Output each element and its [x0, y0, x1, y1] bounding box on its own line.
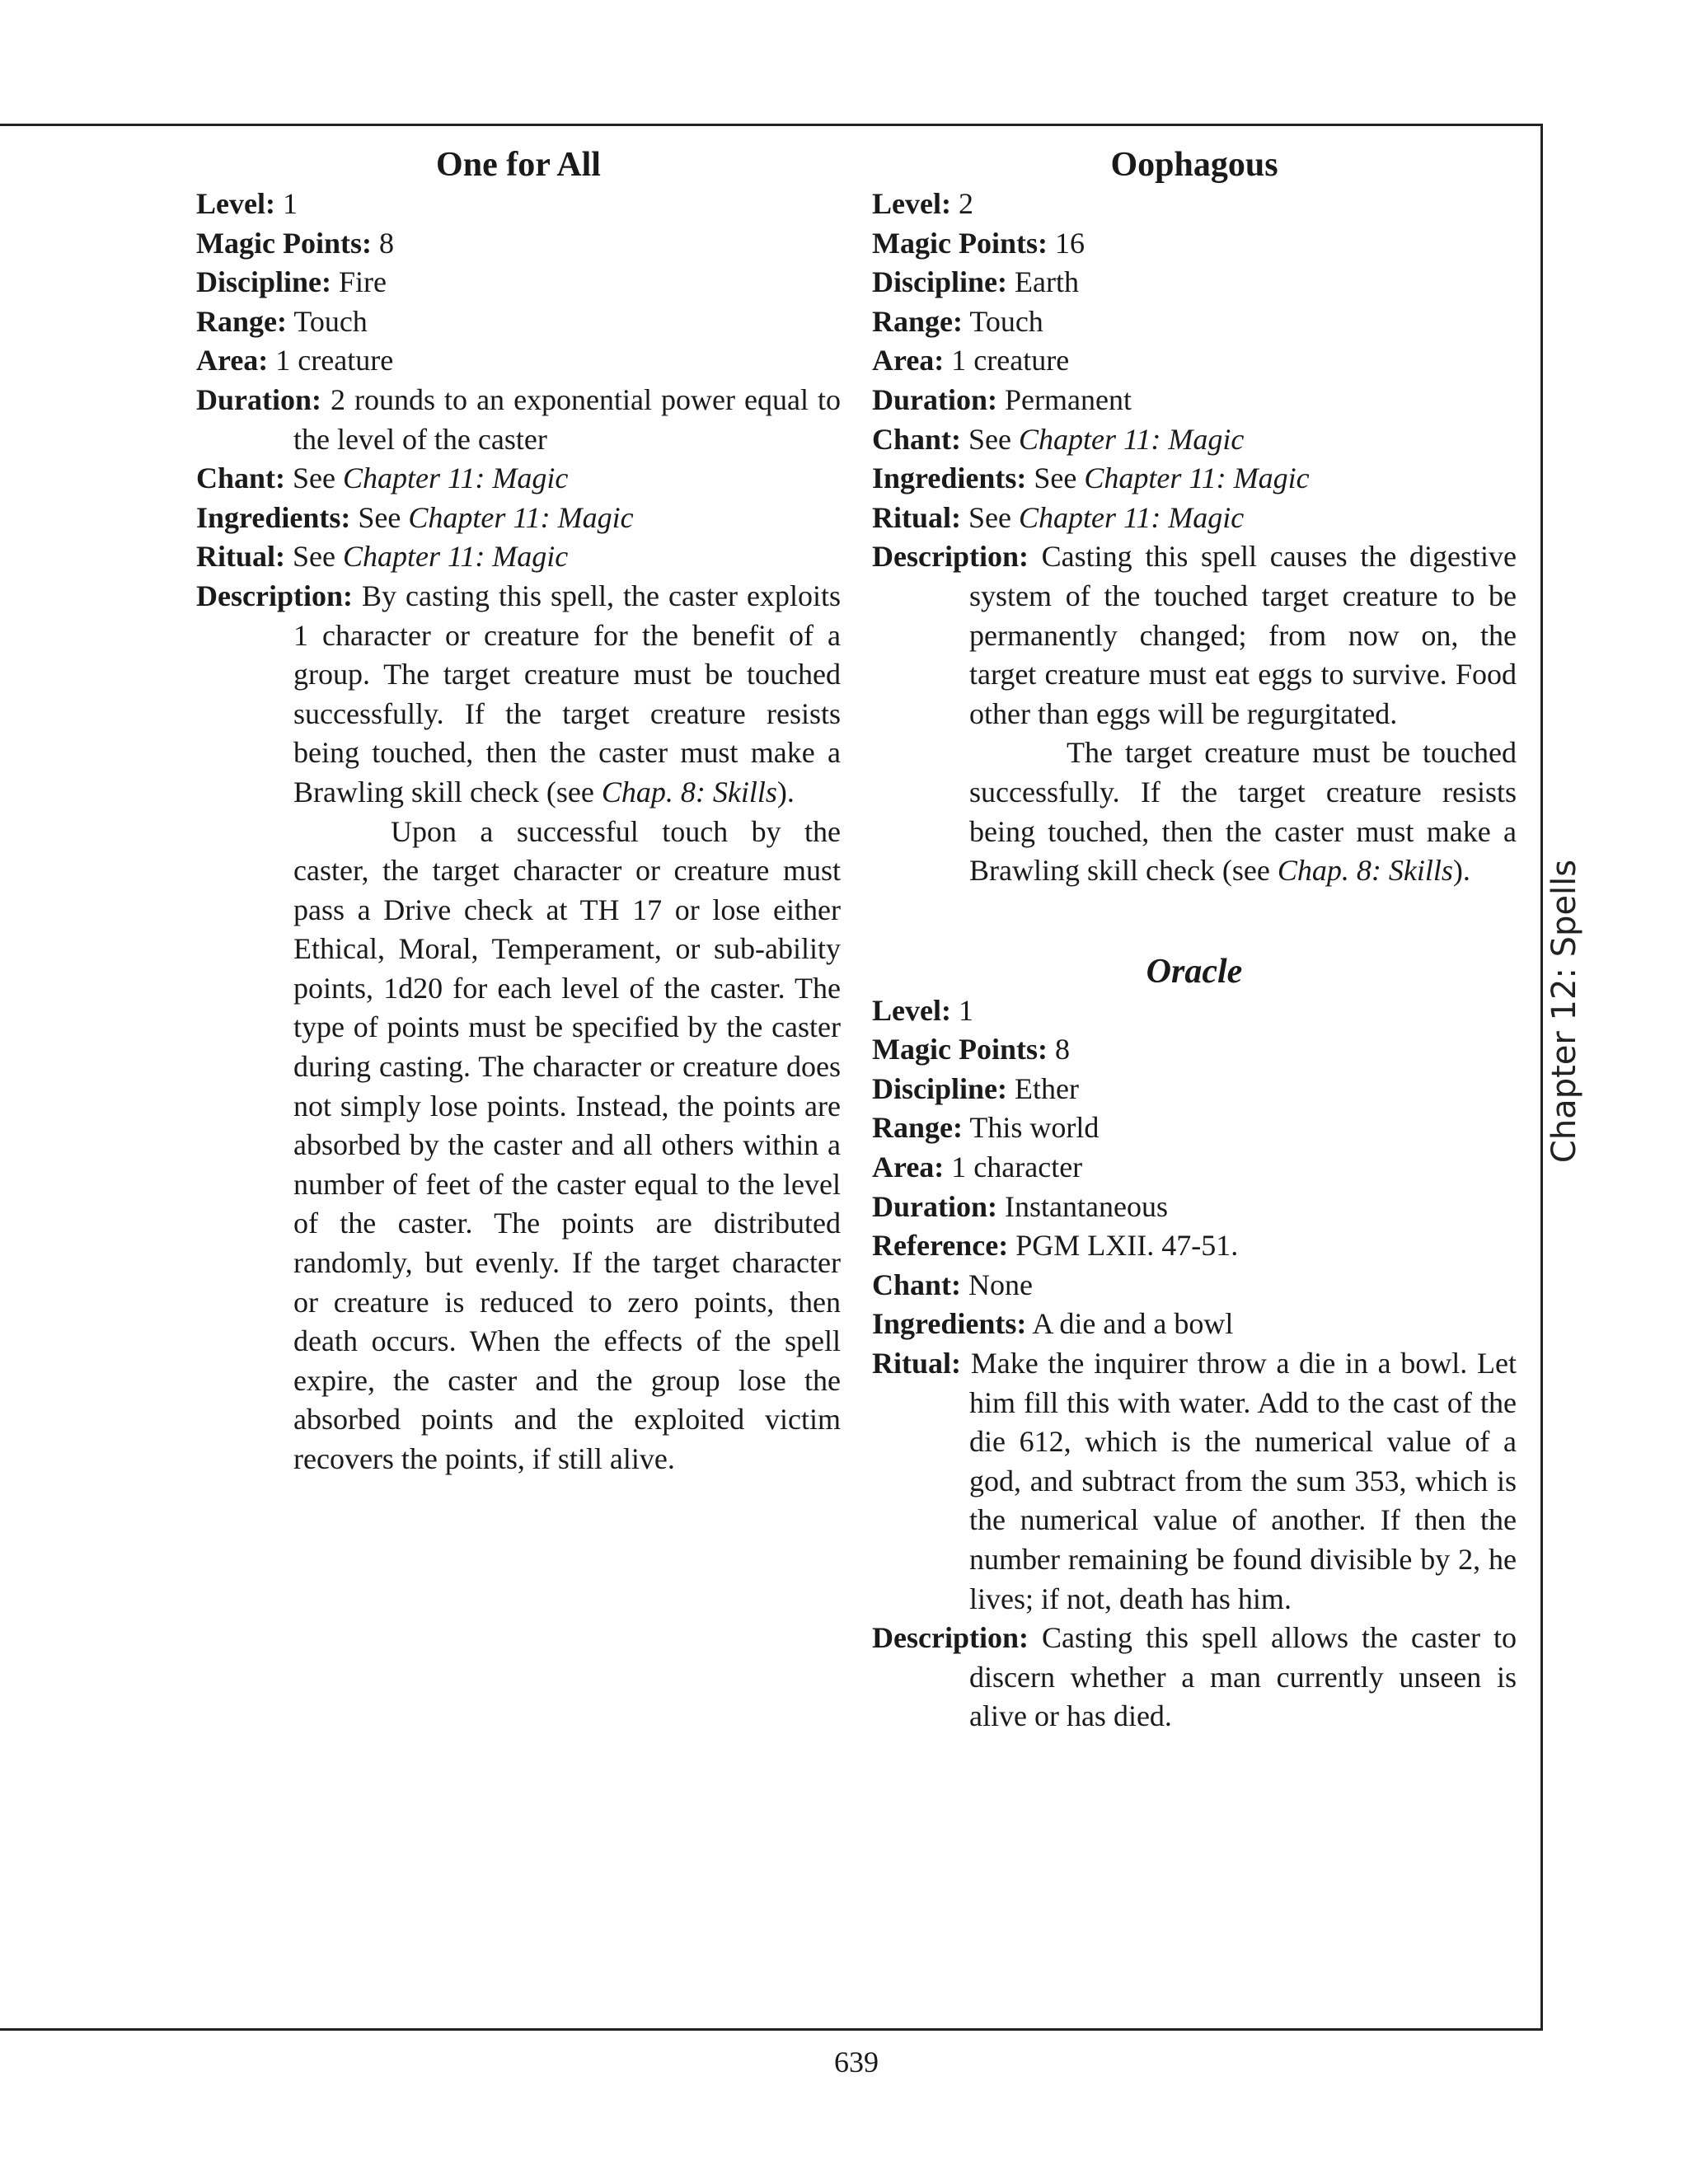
field-ingredients: Ingredients: A die and a bowl	[872, 1307, 1234, 1341]
field-ritual: Ritual: Make the inquirer throw a die in a bowl. Let him fill this with water. Add to the cast of the die 612, which is the numerical value of a god, and subtract from the sum 353, which is the numerical value of another. If then the number remaining be found divisible by 2, he lives; if not, death has him.	[872, 1347, 1517, 1615]
left-column	[196, 142, 841, 1479]
field-description: Description: Casting this spell allows the caster to discern whether a man currently unseen is alive or has died.	[872, 1621, 1517, 1733]
field-duration: Duration: 2 rounds to an exponential power equal to the level of the caster	[196, 382, 841, 456]
field-discipline: Discipline: Ether	[872, 1071, 1079, 1105]
field-discipline: Discipline: Earth	[872, 265, 1079, 299]
field-chant: Chant: See Chapter 11: Magic	[196, 462, 569, 495]
description-paragraph-2: The target creature must be touched successfully. If the target creature resists being touched, then the caster must make a Brawling skill check (see Chap. 8: Skills).	[969, 736, 1517, 888]
field-area: Area: 1 creature	[196, 344, 394, 377]
spell-title-one-for-all: One for All	[436, 146, 601, 184]
field-level: Level: 1	[196, 187, 298, 220]
chapter-side-tab: Chapter 12: Spells	[1545, 859, 1583, 1164]
field-duration: Duration: Permanent	[872, 382, 1132, 416]
section-spacer	[872, 891, 1517, 949]
field-duration: Duration: Instantaneous	[872, 1189, 1168, 1223]
description-paragraph-2: Upon a successful touch by the caster, the target character or creature must pass a Drive check at TH 17 or lose either Ethical, Moral, Temperament, or sub-ability points, 1d20 for each level of the caster. The type of points must be specified by the caster during casting. The character or creature does not simply lose points. Instead, the points are absorbed by the caster and all others within a number of feet of the caster equal to the level of the caster. The points are distributed randomly, but evenly. If the target character or creature is reduced to zero points, then death occurs. When the effects of the spell expire, the caster and the group lose the absorbed points and the exploited victim recovers the points, if still alive.	[293, 814, 841, 1475]
field-chant: Chant: See Chapter 11: Magic	[872, 422, 1245, 456]
field-reference: Reference: PGM LXII. 47-51.	[872, 1229, 1239, 1263]
field-area: Area: 1 character	[872, 1151, 1083, 1184]
field-range: Range: Touch	[196, 304, 368, 338]
field-area: Area: 1 creature	[872, 344, 1070, 377]
page-number: 639	[834, 2046, 879, 2079]
field-ingredients: Ingredients: See Chapter 11: Magic	[196, 500, 634, 534]
field-magic-points: Magic Points: 16	[872, 226, 1085, 260]
right-column	[872, 142, 1517, 1736]
field-description: Description: Casting this spell causes the digestive system of the touched target creature to be permanently changed; from now on, the target creature must eat eggs to survive. Food other than eggs will be regurgitated.	[872, 540, 1517, 730]
field-level: Level: 2	[872, 187, 973, 220]
field-ritual: Ritual: See Chapter 11: Magic	[196, 540, 569, 574]
field-range: Range: Touch	[872, 304, 1043, 338]
field-discipline: Discipline: Fire	[196, 265, 387, 299]
field-description: Description: By casting this spell, the caster exploits 1 character or creature for the benefit of a group. The target creature must be touched successfully. If the target creature resists being touched, then the caster must make a Brawling skill check (see Chap. 8: Skills).	[196, 579, 841, 808]
spell-title-oracle: Oracle	[1146, 952, 1243, 991]
field-ritual: Ritual: See Chapter 11: Magic	[872, 500, 1245, 534]
field-chant: Chant: None	[872, 1268, 1034, 1301]
field-ingredients: Ingredients: See Chapter 11: Magic	[872, 462, 1310, 495]
field-level: Level: 1	[872, 993, 973, 1027]
spell-title-oophagous: Oophagous	[1110, 146, 1278, 184]
field-magic-points: Magic Points: 8	[196, 226, 394, 260]
field-magic-points: Magic Points: 8	[872, 1033, 1070, 1066]
field-range: Range: This world	[872, 1111, 1100, 1145]
